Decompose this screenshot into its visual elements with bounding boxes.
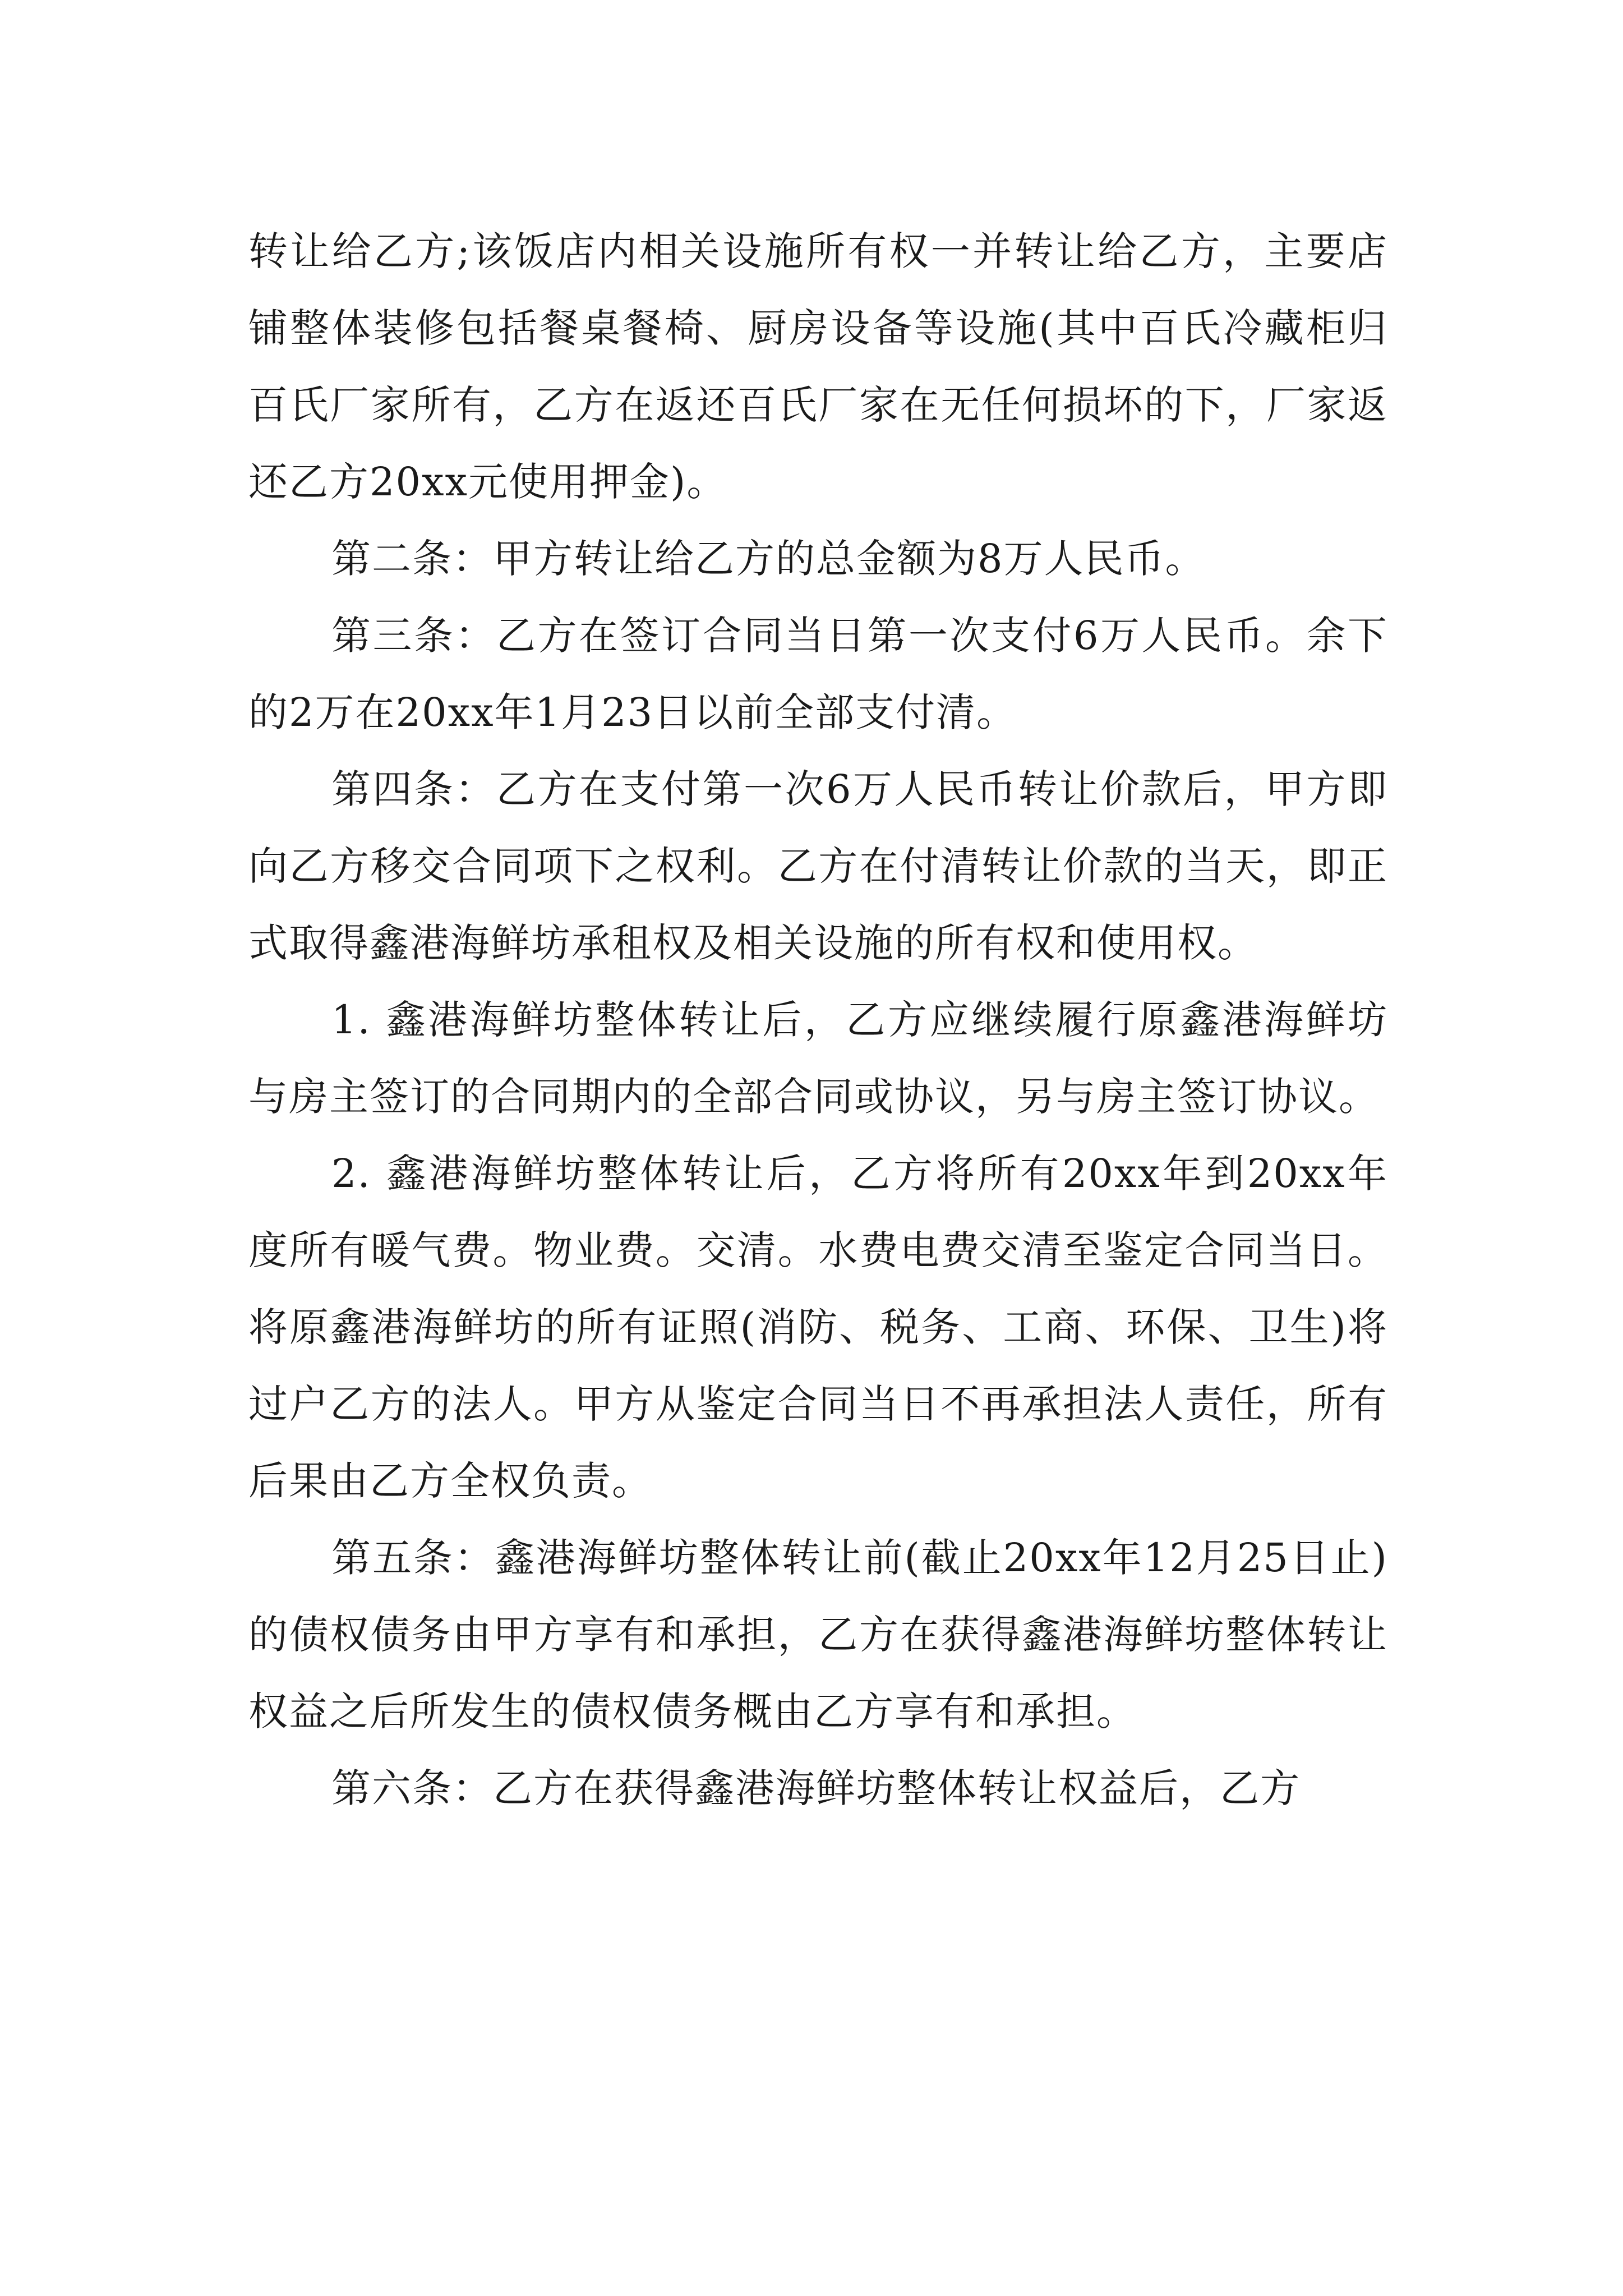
paragraph-article-5: 第五条：鑫港海鲜坊整体转让前(截止20xx年12月25日止)的债权债务由甲方享有和承担，乙方在获得鑫港海鲜坊整体转让权益之后所发生的债权债务概由乙方享有和承担。 — [248, 1535, 1388, 1734]
paragraph-article-6: 第六条：乙方在获得鑫港海鲜坊整体转让权益后，乙方 — [331, 1765, 1301, 1811]
paragraph-transfer-facilities: 转让给乙方;该饭店内相关设施所有权一并转让给乙方，主要店铺整体装修包括餐桌餐椅、厨房设备等设施(其中百氏冷藏柜归百氏厂家所有，乙方在返还百氏厂家在无任何损坏的下，厂家返还乙方20xx元使用押金)。 — [248, 228, 1388, 505]
paragraph-item-2: 2. 鑫港海鲜坊整体转让后，乙方将所有20xx年到20xx年度所有暖气费。物业费。交清。水费电费交清至鉴定合同当日。将原鑫港海鲜坊的所有证照(消防、税务、工商、环保、卫生)将过户乙方的法人。甲方从鉴定合同当日不再承担法人责任，所有后果由乙方全权负责。 — [248, 1151, 1388, 1504]
paragraph-item-1: 1. 鑫港海鲜坊整体转让后，乙方应继续履行原鑫港海鲜坊与房主签订的合同期内的全部合同或协议，另与房主签订协议。 — [248, 997, 1388, 1120]
document-body — [248, 213, 1388, 1827]
paragraph-article-3: 第三条：乙方在签订合同当日第一次支付6万人民币。余下的2万在20xx年1月23日以前全部支付清。 — [248, 613, 1388, 735]
paragraph-article-2: 第二条：甲方转让给乙方的总金额为8万人民币。 — [331, 536, 1206, 582]
paragraph-article-4: 第四条：乙方在支付第一次6万人民币转让价款后，甲方即向乙方移交合同项下之权利。乙方在付清转让价款的当天，即正式取得鑫港海鲜坊承租权及相关设施的所有权和使用权。 — [248, 766, 1388, 966]
